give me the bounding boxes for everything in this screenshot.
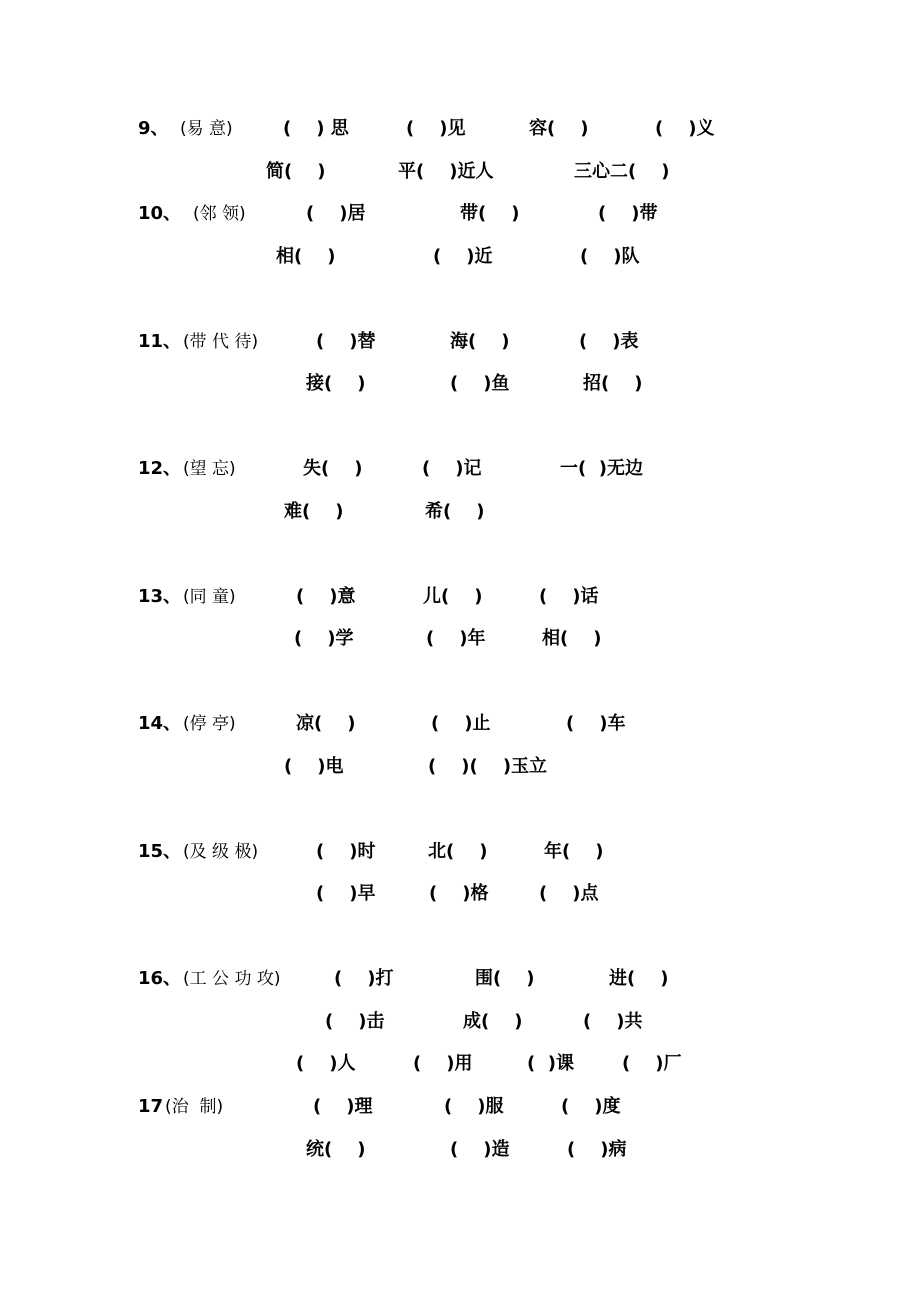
blank-item: 三心二( ) [574, 161, 670, 182]
blank-item: ( )学 [294, 628, 354, 649]
blank-item: ( )见 [406, 118, 466, 139]
exercise-number: 14、 [138, 713, 182, 734]
exercise-hint: (邻 领) [193, 204, 246, 224]
blank-item: 统( ) [306, 1139, 366, 1160]
blank-item: ( )居 [306, 203, 366, 224]
blank-item: 北( ) [428, 841, 488, 862]
blank-item: ( )记 [422, 458, 482, 479]
blank-item: ( )表 [579, 331, 639, 352]
blank-item: ( )时 [316, 841, 376, 862]
exercise-hint: (治 制) [165, 1097, 224, 1117]
blank-item: 失( ) [303, 458, 363, 479]
exercise-number: 17 [138, 1096, 164, 1117]
blank-item: ( )造 [450, 1139, 510, 1160]
blank-item: ( )度 [561, 1096, 621, 1117]
blank-item: ( )理 [313, 1096, 373, 1117]
blank-item: ( )带 [598, 203, 658, 224]
blank-item: 进( ) [609, 968, 669, 989]
blank-item: 招( ) [583, 373, 643, 394]
blank-item: 年( ) [544, 841, 604, 862]
blank-item: ( )击 [325, 1011, 385, 1032]
exercise-hint: (及 级 极) [183, 842, 259, 862]
blank-item: ( )止 [431, 713, 491, 734]
blank-item: ( )点 [539, 883, 599, 904]
exercise-hint: (同 童) [183, 587, 236, 607]
exercise-number: 13、 [138, 586, 182, 607]
exercise-number: 10、 [138, 203, 182, 224]
blank-item: ( )服 [444, 1096, 504, 1117]
blank-item: ( )共 [583, 1011, 643, 1032]
blank-item: 围( ) [475, 968, 535, 989]
blank-item: 成( ) [463, 1011, 523, 1032]
blank-item: ( )替 [316, 331, 376, 352]
blank-item: ( )格 [429, 883, 489, 904]
blank-item: ( )意 [296, 586, 356, 607]
blank-item: ( )人 [296, 1053, 356, 1074]
exercise-hint: (带 代 待) [183, 332, 259, 352]
blank-item: ( )病 [567, 1139, 627, 1160]
exercise-hint: (望 忘) [183, 459, 236, 479]
blank-item: ( )话 [539, 586, 599, 607]
blank-item: ( )课 [527, 1053, 574, 1074]
exercise-hint: (停 亭) [183, 714, 236, 734]
blank-item: ( )队 [580, 246, 640, 267]
blank-item: ( )早 [316, 883, 376, 904]
blank-item: ( )电 [284, 756, 344, 777]
exercise-number: 12、 [138, 458, 182, 479]
blank-item: 带( ) [460, 203, 520, 224]
blank-item: ( )年 [426, 628, 486, 649]
exercise-number: 11、 [138, 331, 182, 352]
blank-item: ( )厂 [622, 1053, 682, 1074]
blank-item: ( )义 [655, 118, 715, 139]
blank-item: ( )车 [566, 713, 626, 734]
blank-item: 平( )近人 [398, 161, 494, 182]
blank-item: 希( ) [425, 501, 485, 522]
blank-item: 容( ) [529, 118, 589, 139]
blank-item: 一( )无边 [560, 458, 643, 479]
blank-item: 海( ) [450, 331, 510, 352]
blank-item: 凉( ) [296, 713, 356, 734]
blank-item: ( )用 [413, 1053, 473, 1074]
blank-item: ( )近 [433, 246, 493, 267]
blank-item: 相( ) [542, 628, 602, 649]
blank-item: 儿( ) [423, 586, 483, 607]
blank-item: ( )鱼 [450, 373, 510, 394]
exercise-hint: (工 公 功 攻) [183, 969, 281, 989]
exercise-number: 9、 [138, 118, 169, 139]
blank-item: ( ) 思 [283, 118, 349, 139]
blank-item: 接( ) [306, 373, 366, 394]
exercise-hint: (易 意) [180, 119, 233, 139]
blank-item: 难( ) [284, 501, 344, 522]
exercise-number: 16、 [138, 968, 182, 989]
blank-item: 简( ) [266, 161, 326, 182]
blank-item: 相( ) [276, 246, 336, 267]
blank-item: ( )( )玉立 [428, 756, 548, 777]
exercise-number: 15、 [138, 841, 182, 862]
blank-item: ( )打 [334, 968, 394, 989]
